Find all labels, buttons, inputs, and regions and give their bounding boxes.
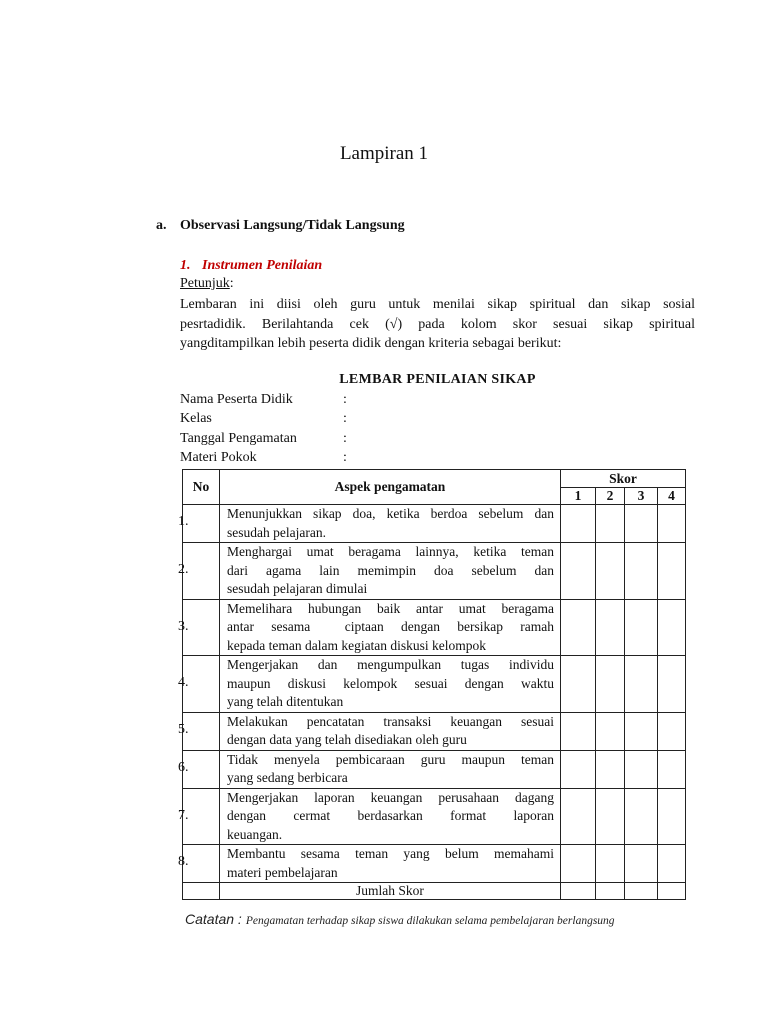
row-number-cell: 2. [183, 543, 220, 600]
total-score-cell[interactable] [596, 883, 625, 900]
score-cell[interactable] [561, 543, 596, 600]
subsection-number: 1. [180, 258, 191, 273]
score-cell[interactable] [625, 750, 658, 788]
note-text: Pengamatan terhadap sikap siswa dilakukan selama pembelajaran berlangsung [245, 915, 615, 927]
instruction-line: yangditampilkan lebih peserta didik dengan kriteria sebagai berikut: [180, 336, 562, 351]
subsection-title: Instrumen Penilaian [202, 258, 323, 273]
score-cell[interactable] [596, 656, 625, 713]
subsection-heading [180, 258, 322, 274]
section-label: a. [156, 218, 167, 233]
score-cell[interactable] [658, 505, 686, 543]
total-label: Jumlah Skor [220, 883, 561, 900]
field-observation-date: Tanggal Pengamatan : [180, 431, 347, 446]
instruction-label: Petunjuk: [180, 276, 234, 291]
row-number-cell: 1. [183, 505, 220, 543]
header-no: No [183, 470, 220, 505]
table-row [183, 750, 686, 788]
score-cell[interactable] [561, 656, 596, 713]
field-class: Kelas : [180, 411, 347, 426]
aspect-cell: Menghargai umat beragama lainnya, ketika teman dari agama lain memimpin doa sebelum dan sesudah pelajaran dimulai [220, 543, 561, 600]
table-row [183, 656, 686, 713]
score-cell[interactable] [561, 788, 596, 845]
note-label: Catatan : [185, 911, 242, 927]
score-cell[interactable] [658, 656, 686, 713]
row-number-cell: 4. [183, 656, 220, 713]
header-score: Skor [561, 470, 686, 488]
score-cell[interactable] [658, 788, 686, 845]
field-label: Tanggal Pengamatan [180, 431, 297, 446]
row-number-cell: 6. [183, 750, 220, 788]
table-row [183, 788, 686, 845]
header-aspect: Aspek pengamatan [220, 470, 561, 505]
page-title: Lampiran 1 [339, 143, 429, 164]
score-cell[interactable] [625, 788, 658, 845]
aspect-cell: Mengerjakan laporan keuangan perusahaan dagang dengan cermat berdasarkan format laporan keuangan. [220, 788, 561, 845]
row-number-cell: 7. [183, 788, 220, 845]
field-subject-matter: Materi Pokok : [180, 450, 347, 465]
score-cell[interactable] [596, 750, 625, 788]
score-col-1: 1 [561, 488, 596, 505]
score-cell[interactable] [561, 505, 596, 543]
section-title: Observasi Langsung/Tidak Langsung [180, 218, 405, 233]
score-cell[interactable] [596, 712, 625, 750]
assessment-table [178, 469, 686, 900]
instruction-line: Lembaran ini diisi oleh guru untuk menilai sikap spiritual dan sikap sosial [180, 297, 695, 312]
score-cell[interactable] [658, 712, 686, 750]
total-score-cell[interactable] [561, 883, 596, 900]
score-col-2: 2 [596, 488, 625, 505]
aspect-cell: Tidak menyela pembicaraan guru maupun teman yang sedang berbicara [220, 750, 561, 788]
table-row [183, 599, 686, 656]
score-cell[interactable] [625, 543, 658, 600]
score-cell[interactable] [658, 750, 686, 788]
table-row [183, 543, 686, 600]
score-col-3: 3 [625, 488, 658, 505]
aspect-cell: Menunjukkan sikap doa, ketika berdoa sebelum dan sesudah pelajaran. [220, 505, 561, 543]
score-cell[interactable] [658, 845, 686, 883]
table-row [183, 505, 686, 543]
section-heading [156, 218, 405, 234]
sheet-title: LEMBAR PENILAIAN SIKAP [339, 372, 536, 387]
field-label: Materi Pokok [180, 450, 257, 465]
score-cell[interactable] [625, 845, 658, 883]
row-number-cell: 8. [183, 845, 220, 883]
aspect-cell: Mengerjakan dan mengumpulkan tugas individu maupun diskusi kelompok sesuai dengan waktu yang telah ditentukan [220, 656, 561, 713]
total-score-cell[interactable] [658, 883, 686, 900]
field-label: Nama Peserta Didik [180, 392, 293, 407]
score-cell[interactable] [625, 712, 658, 750]
table-row [183, 712, 686, 750]
score-cell[interactable] [561, 750, 596, 788]
aspect-cell: Membantu sesama teman yang belum memahami materi pembelajaran [220, 845, 561, 883]
table-row [183, 845, 686, 883]
score-cell[interactable] [561, 845, 596, 883]
score-cell[interactable] [596, 505, 625, 543]
score-cell[interactable] [625, 599, 658, 656]
note [185, 911, 615, 929]
score-col-4: 4 [658, 488, 686, 505]
field-student-name: Nama Peserta Didik : [180, 392, 347, 407]
aspect-cell: Memelihara hubungan baik antar umat beragama antar sesama ciptaan dengan bersikap ramah kepada teman dalam kegiatan diskusi kelompok [220, 599, 561, 656]
score-cell[interactable] [596, 543, 625, 600]
instruction-line: pesrtadidik. Berilahtanda cek (√) pada kolom skor sesuai sikap spiritual [180, 316, 695, 332]
score-cell[interactable] [596, 599, 625, 656]
row-number-cell: 3. [183, 599, 220, 656]
score-cell[interactable] [596, 845, 625, 883]
score-cell[interactable] [561, 712, 596, 750]
score-cell[interactable] [561, 599, 596, 656]
score-cell[interactable] [625, 656, 658, 713]
total-score-cell[interactable] [625, 883, 658, 900]
row-number-cell: 5. [183, 712, 220, 750]
field-label: Kelas [180, 411, 212, 426]
total-row [183, 883, 686, 900]
score-cell[interactable] [596, 788, 625, 845]
score-cell[interactable] [658, 599, 686, 656]
aspect-cell: Melakukan pencatatan transaksi keuangan sesuai dengan data yang telah disediakan oleh guru [220, 712, 561, 750]
instruction-paragraph [180, 295, 695, 354]
score-cell[interactable] [625, 505, 658, 543]
score-cell[interactable] [658, 543, 686, 600]
total-no-cell [183, 883, 220, 900]
